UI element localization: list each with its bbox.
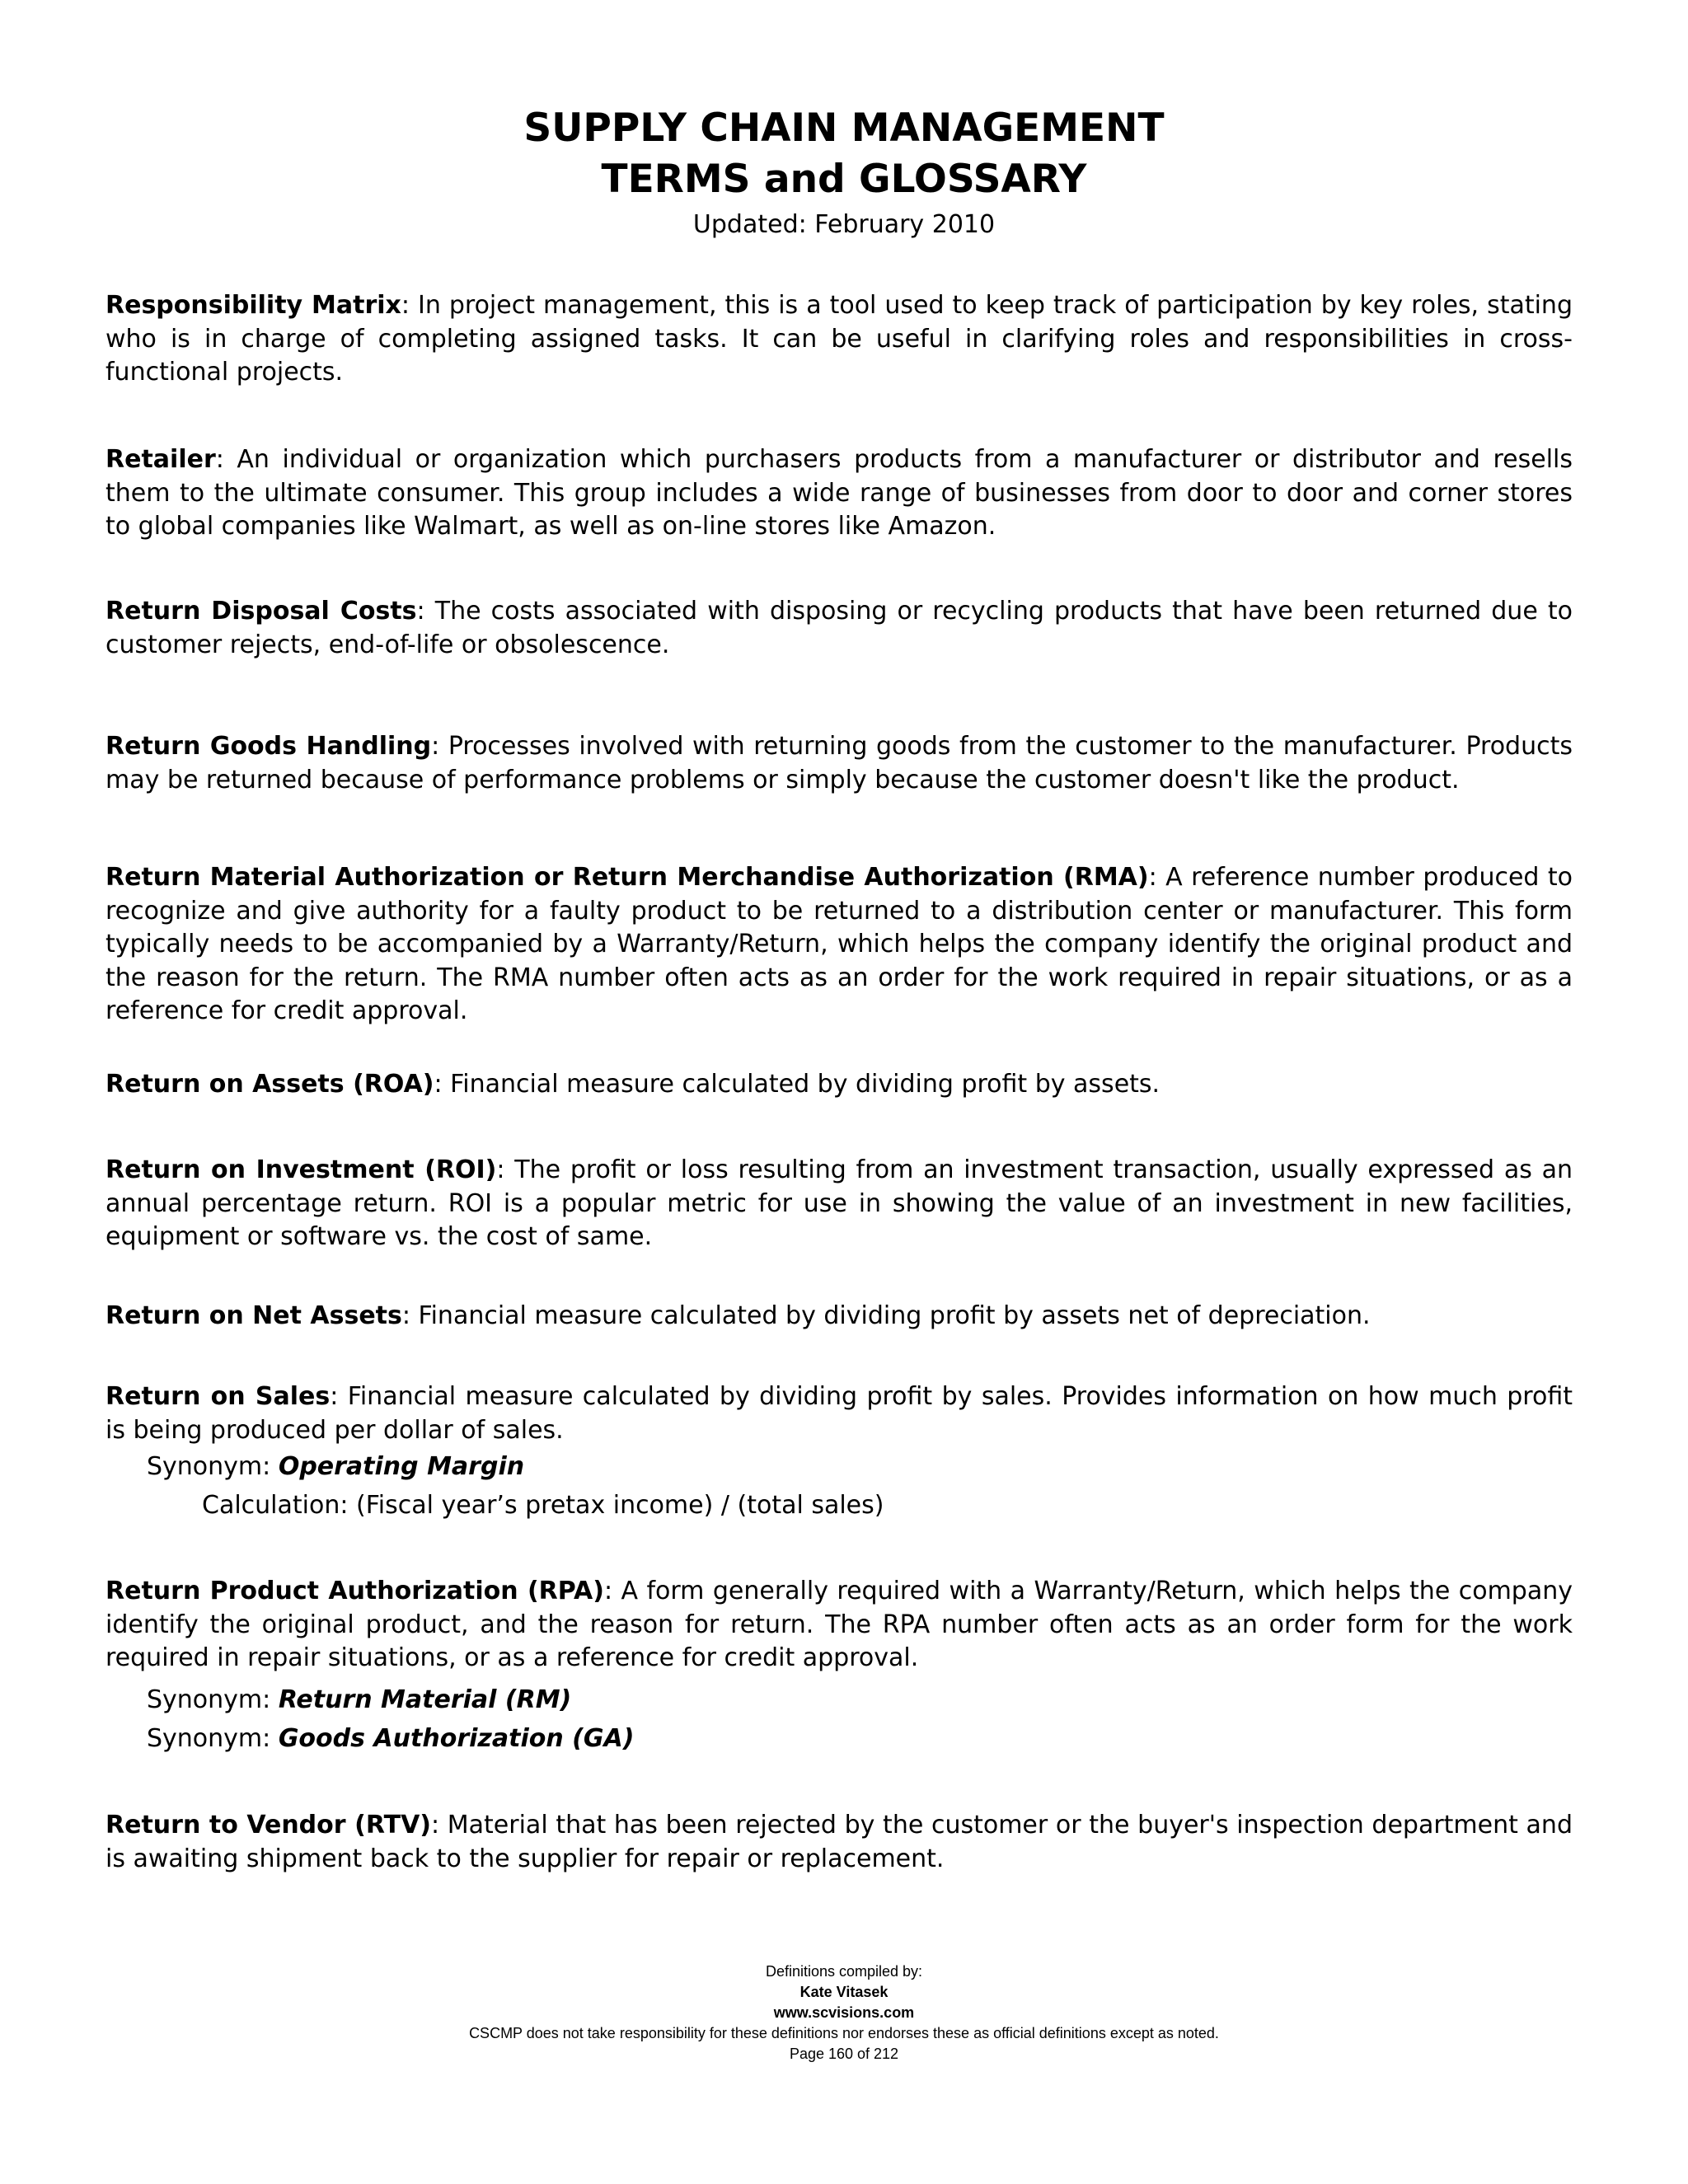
glossary-term: Return on Assets (ROA)	[106, 1070, 434, 1099]
glossary-entry-roi	[106, 1154, 1573, 1254]
updated-date: Updated: February 2010	[692, 210, 996, 239]
glossary-term: Responsibility Matrix	[106, 291, 401, 320]
footer-website: www.scvisions.com	[773, 2004, 915, 2021]
synonym-value: Operating Margin	[278, 1452, 525, 1481]
page-title-line-1: SUPPLY CHAIN MANAGEMENT	[523, 105, 1165, 151]
glossary-definition: : Financial measure calculated by dividing profit by assets net of depreciation.	[401, 1301, 1371, 1330]
glossary-definition: : Financial measure calculated by dividing profit by assets.	[434, 1070, 1160, 1099]
glossary-entry-retailer	[106, 443, 1573, 544]
footer-page-number: Page 160 of 212	[789, 2046, 899, 2062]
glossary-term: Retailer	[106, 445, 216, 474]
synonym-line	[147, 1447, 1573, 1486]
glossary-definition: : Processes involved with returning goods from the customer to the manufacturer. Products may be returned because of performance problems or simply because the customer doesn't like the product.	[106, 732, 1573, 794]
footer-compiled-by: Definitions compiled by:	[765, 1963, 923, 1980]
glossary-entry-rtv	[106, 1809, 1573, 1876]
glossary-definition: : Financial measure calculated by dividing profit by sales. Provides information on how much profit is being produced per dollar of sales.	[106, 1382, 1573, 1445]
glossary-term: Return Disposal Costs	[106, 597, 417, 626]
glossary-entry-responsibility-matrix	[106, 289, 1573, 390]
synonym-value: Return Material (RM)	[278, 1685, 572, 1714]
glossary-term: Return on Investment (ROI)	[106, 1155, 497, 1184]
synonym-label: Synonym:	[147, 1452, 279, 1481]
glossary-term: Return on Sales	[106, 1382, 331, 1411]
synonym-label: Synonym:	[147, 1685, 279, 1714]
glossary-entry-rma	[106, 861, 1573, 1029]
glossary-term: Return Material Authorization or Return Merchandise Authorization (RMA)	[106, 863, 1149, 892]
glossary-definition: : A form generally required with a Warranty/Return, which helps the company identify the original product, and the reason for return. The RPA number often acts as an order form for the work required in repair situations, or as a reference for credit approval.	[106, 1577, 1573, 1672]
glossary-definition: : The profit or loss resulting from an investment transaction, usually expressed as an annual percentage return. ROI is a popular metric for use in showing the value of an investment in new facilities, equipment or software vs. the cost of same.	[106, 1155, 1573, 1251]
glossary-definition: : The costs associated with disposing or recycling products that have been returned due to customer rejects, end-of-life or obsolescence.	[106, 597, 1573, 659]
glossary-definition: : Material that has been rejected by the customer or the buyer's inspection department and is awaiting shipment back to the supplier for repair or replacement.	[106, 1811, 1573, 1873]
page-header	[0, 103, 1688, 243]
synonym-label: Synonym:	[147, 1723, 279, 1753]
glossary-term: Return on Net Assets	[106, 1301, 402, 1330]
glossary-entry-roa	[106, 1068, 1573, 1102]
glossary-term: Return Product Authorization (RPA)	[106, 1577, 604, 1605]
glossary-entry-return-disposal-costs	[106, 595, 1573, 662]
glossary-entry-return-on-net-assets	[106, 1300, 1573, 1333]
glossary-term: Return to Vendor (RTV)	[106, 1811, 431, 1840]
glossary-entry-return-goods-handling	[106, 730, 1573, 797]
glossary-entry-return-on-sales	[106, 1380, 1573, 1525]
glossary-entry-rpa	[106, 1575, 1573, 1758]
synonym-line	[147, 1680, 1573, 1719]
page-footer	[0, 1961, 1688, 2064]
footer-disclaimer: CSCMP does not take responsibility for these definitions nor endorses these as official definitions except as noted.	[469, 2025, 1219, 2041]
calculation-line: Calculation: (Fiscal year’s pretax income) / (total sales)	[202, 1491, 884, 1520]
page-title-line-2: TERMS and GLOSSARY	[601, 157, 1087, 202]
footer-author: Kate Vitasek	[799, 1984, 889, 2000]
synonym-value: Goods Authorization (GA)	[278, 1723, 635, 1753]
glossary-entry-body	[106, 1575, 1573, 1675]
glossary-definition: : A reference number produced to recognize and give authority for a faulty product to be returned to a distribution center or manufacturer. This form typically needs to be accompanied by a Warranty/Return, which helps the company identify the original product and the reason for the return. The RMA number often acts as an order for the work required in repair situations, or as a reference for credit approval.	[106, 863, 1573, 1025]
glossary-definition: : An individual or organization which purchasers products from a manufacturer or distributor and resells them to the ultimate consumer. This group includes a wide range of businesses from door to door and corner stores to global companies like Walmart, as well as on-line stores like Amazon.	[106, 445, 1573, 541]
synonym-line	[147, 1719, 1573, 1758]
glossary-term: Return Goods Handling	[106, 732, 432, 761]
glossary-entry-body	[106, 1380, 1573, 1447]
glossary-definition: : In project management, this is a tool used to keep track of participation by key roles, stating who is in charge of completing assigned tasks. It can be useful in clarifying roles and responsibilities in cross-functional projects.	[106, 291, 1573, 387]
